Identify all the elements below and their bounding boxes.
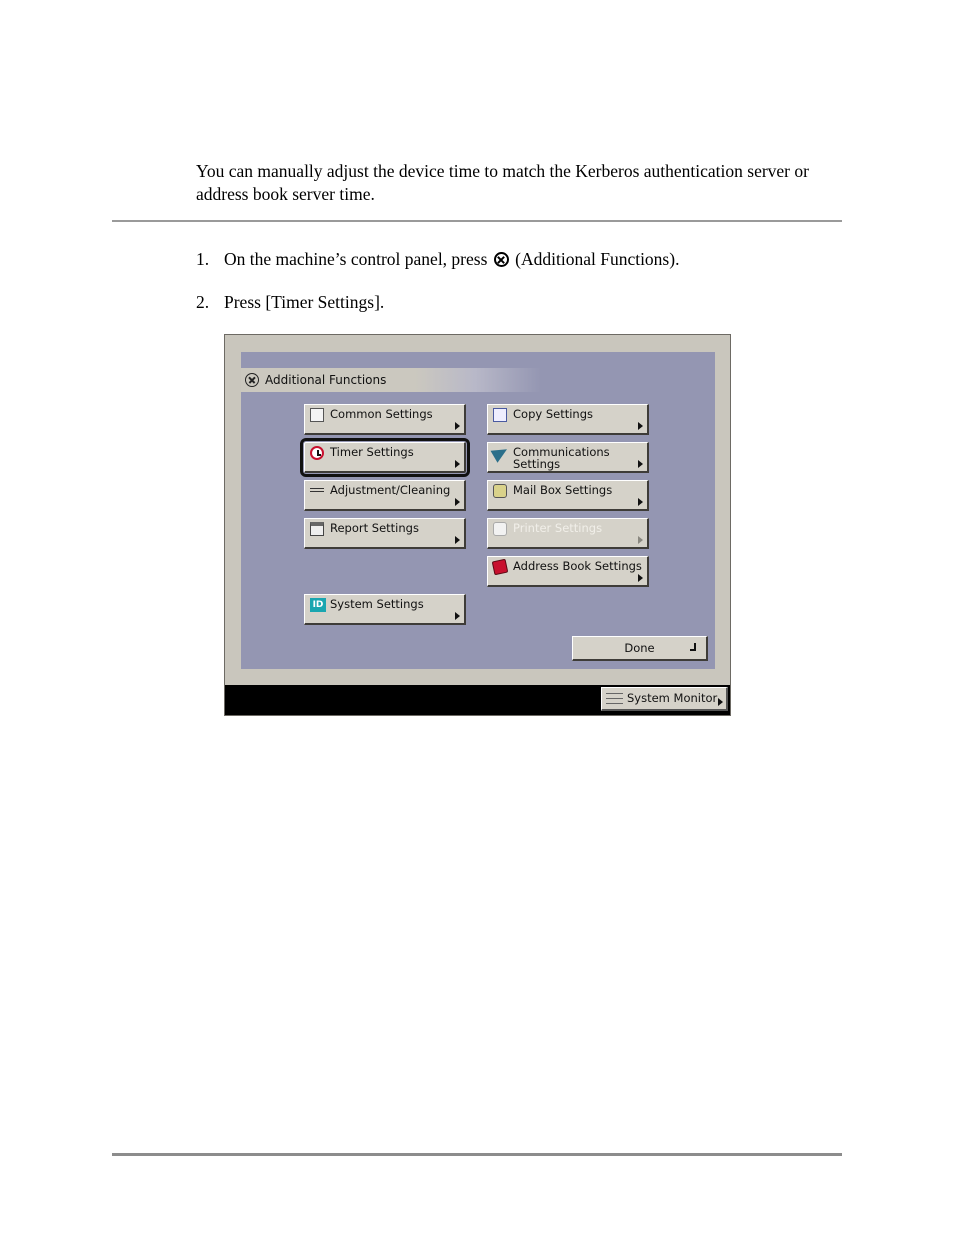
mail-box-icon bbox=[493, 484, 507, 498]
button-label: Copy Settings bbox=[513, 407, 593, 421]
step-2 bbox=[196, 291, 384, 313]
enter-icon bbox=[690, 643, 696, 651]
document-icon bbox=[310, 408, 324, 422]
triangle-right-icon bbox=[455, 612, 460, 620]
step-text: On the machine’s control panel, press bbox=[224, 249, 488, 269]
step-number: 2. bbox=[196, 292, 210, 312]
step-text: Press [Timer Settings]. bbox=[224, 292, 385, 312]
triangle-right-icon bbox=[455, 460, 460, 468]
printer-settings-button[interactable] bbox=[487, 518, 649, 549]
triangle-right-icon bbox=[455, 536, 460, 544]
mail-box-settings-button[interactable] bbox=[487, 480, 649, 511]
additional-functions-icon bbox=[245, 373, 259, 387]
triangle-right-icon bbox=[638, 460, 643, 468]
timer-settings-button[interactable] bbox=[304, 442, 466, 473]
report-icon bbox=[310, 522, 324, 536]
adjustment-cleaning-button[interactable] bbox=[304, 480, 466, 511]
communications-settings-button[interactable] bbox=[487, 442, 649, 473]
status-bar bbox=[225, 685, 730, 715]
additional-functions-panel bbox=[241, 352, 715, 669]
system-monitor-icon bbox=[606, 693, 623, 704]
intro-paragraph: You can manually adjust the device time to match the Kerberos authentication server or address book server time. bbox=[196, 161, 809, 204]
triangle-right-icon bbox=[638, 536, 643, 544]
report-settings-button[interactable] bbox=[304, 518, 466, 549]
clock-icon bbox=[310, 446, 324, 460]
triangle-right-icon bbox=[638, 574, 643, 582]
triangle-right-icon bbox=[718, 698, 723, 706]
system-monitor-label: System Monitor bbox=[627, 691, 718, 705]
address-book-icon bbox=[492, 559, 509, 576]
button-label: Address Book Settings bbox=[513, 559, 642, 573]
control-panel-screenshot bbox=[224, 334, 731, 716]
adjustment-icon bbox=[310, 488, 324, 492]
step-number: 1. bbox=[196, 249, 210, 269]
step-1 bbox=[196, 248, 679, 270]
common-settings-button[interactable] bbox=[304, 404, 466, 435]
triangle-right-icon bbox=[455, 422, 460, 430]
button-label: Common Settings bbox=[330, 407, 433, 421]
button-label: Mail Box Settings bbox=[513, 483, 613, 497]
top-divider bbox=[112, 220, 842, 222]
triangle-right-icon bbox=[638, 498, 643, 506]
button-label: Printer Settings bbox=[513, 521, 603, 535]
bottom-divider bbox=[112, 1153, 842, 1156]
done-button[interactable] bbox=[572, 636, 708, 661]
panel-title-bar bbox=[241, 368, 541, 392]
address-book-settings-button[interactable] bbox=[487, 556, 649, 587]
copy-icon bbox=[493, 408, 507, 422]
button-label: Timer Settings bbox=[330, 445, 414, 459]
system-monitor-button[interactable] bbox=[601, 687, 728, 711]
triangle-right-icon bbox=[638, 422, 643, 430]
button-label: Communications Settings bbox=[513, 445, 610, 471]
printer-icon bbox=[493, 522, 507, 536]
button-label: System Settings bbox=[330, 597, 424, 611]
step-text: (Additional Functions). bbox=[515, 249, 680, 269]
id-icon: ID bbox=[310, 598, 326, 612]
copy-settings-button[interactable] bbox=[487, 404, 649, 435]
done-label: Done bbox=[624, 641, 655, 655]
system-settings-button[interactable] bbox=[304, 594, 466, 625]
button-label: Adjustment/Cleaning bbox=[330, 483, 451, 497]
panel-title: Additional Functions bbox=[265, 373, 387, 387]
triangle-right-icon bbox=[455, 498, 460, 506]
paper-plane-icon bbox=[491, 443, 511, 463]
additional-functions-icon bbox=[494, 252, 509, 267]
button-label: Report Settings bbox=[330, 521, 419, 535]
